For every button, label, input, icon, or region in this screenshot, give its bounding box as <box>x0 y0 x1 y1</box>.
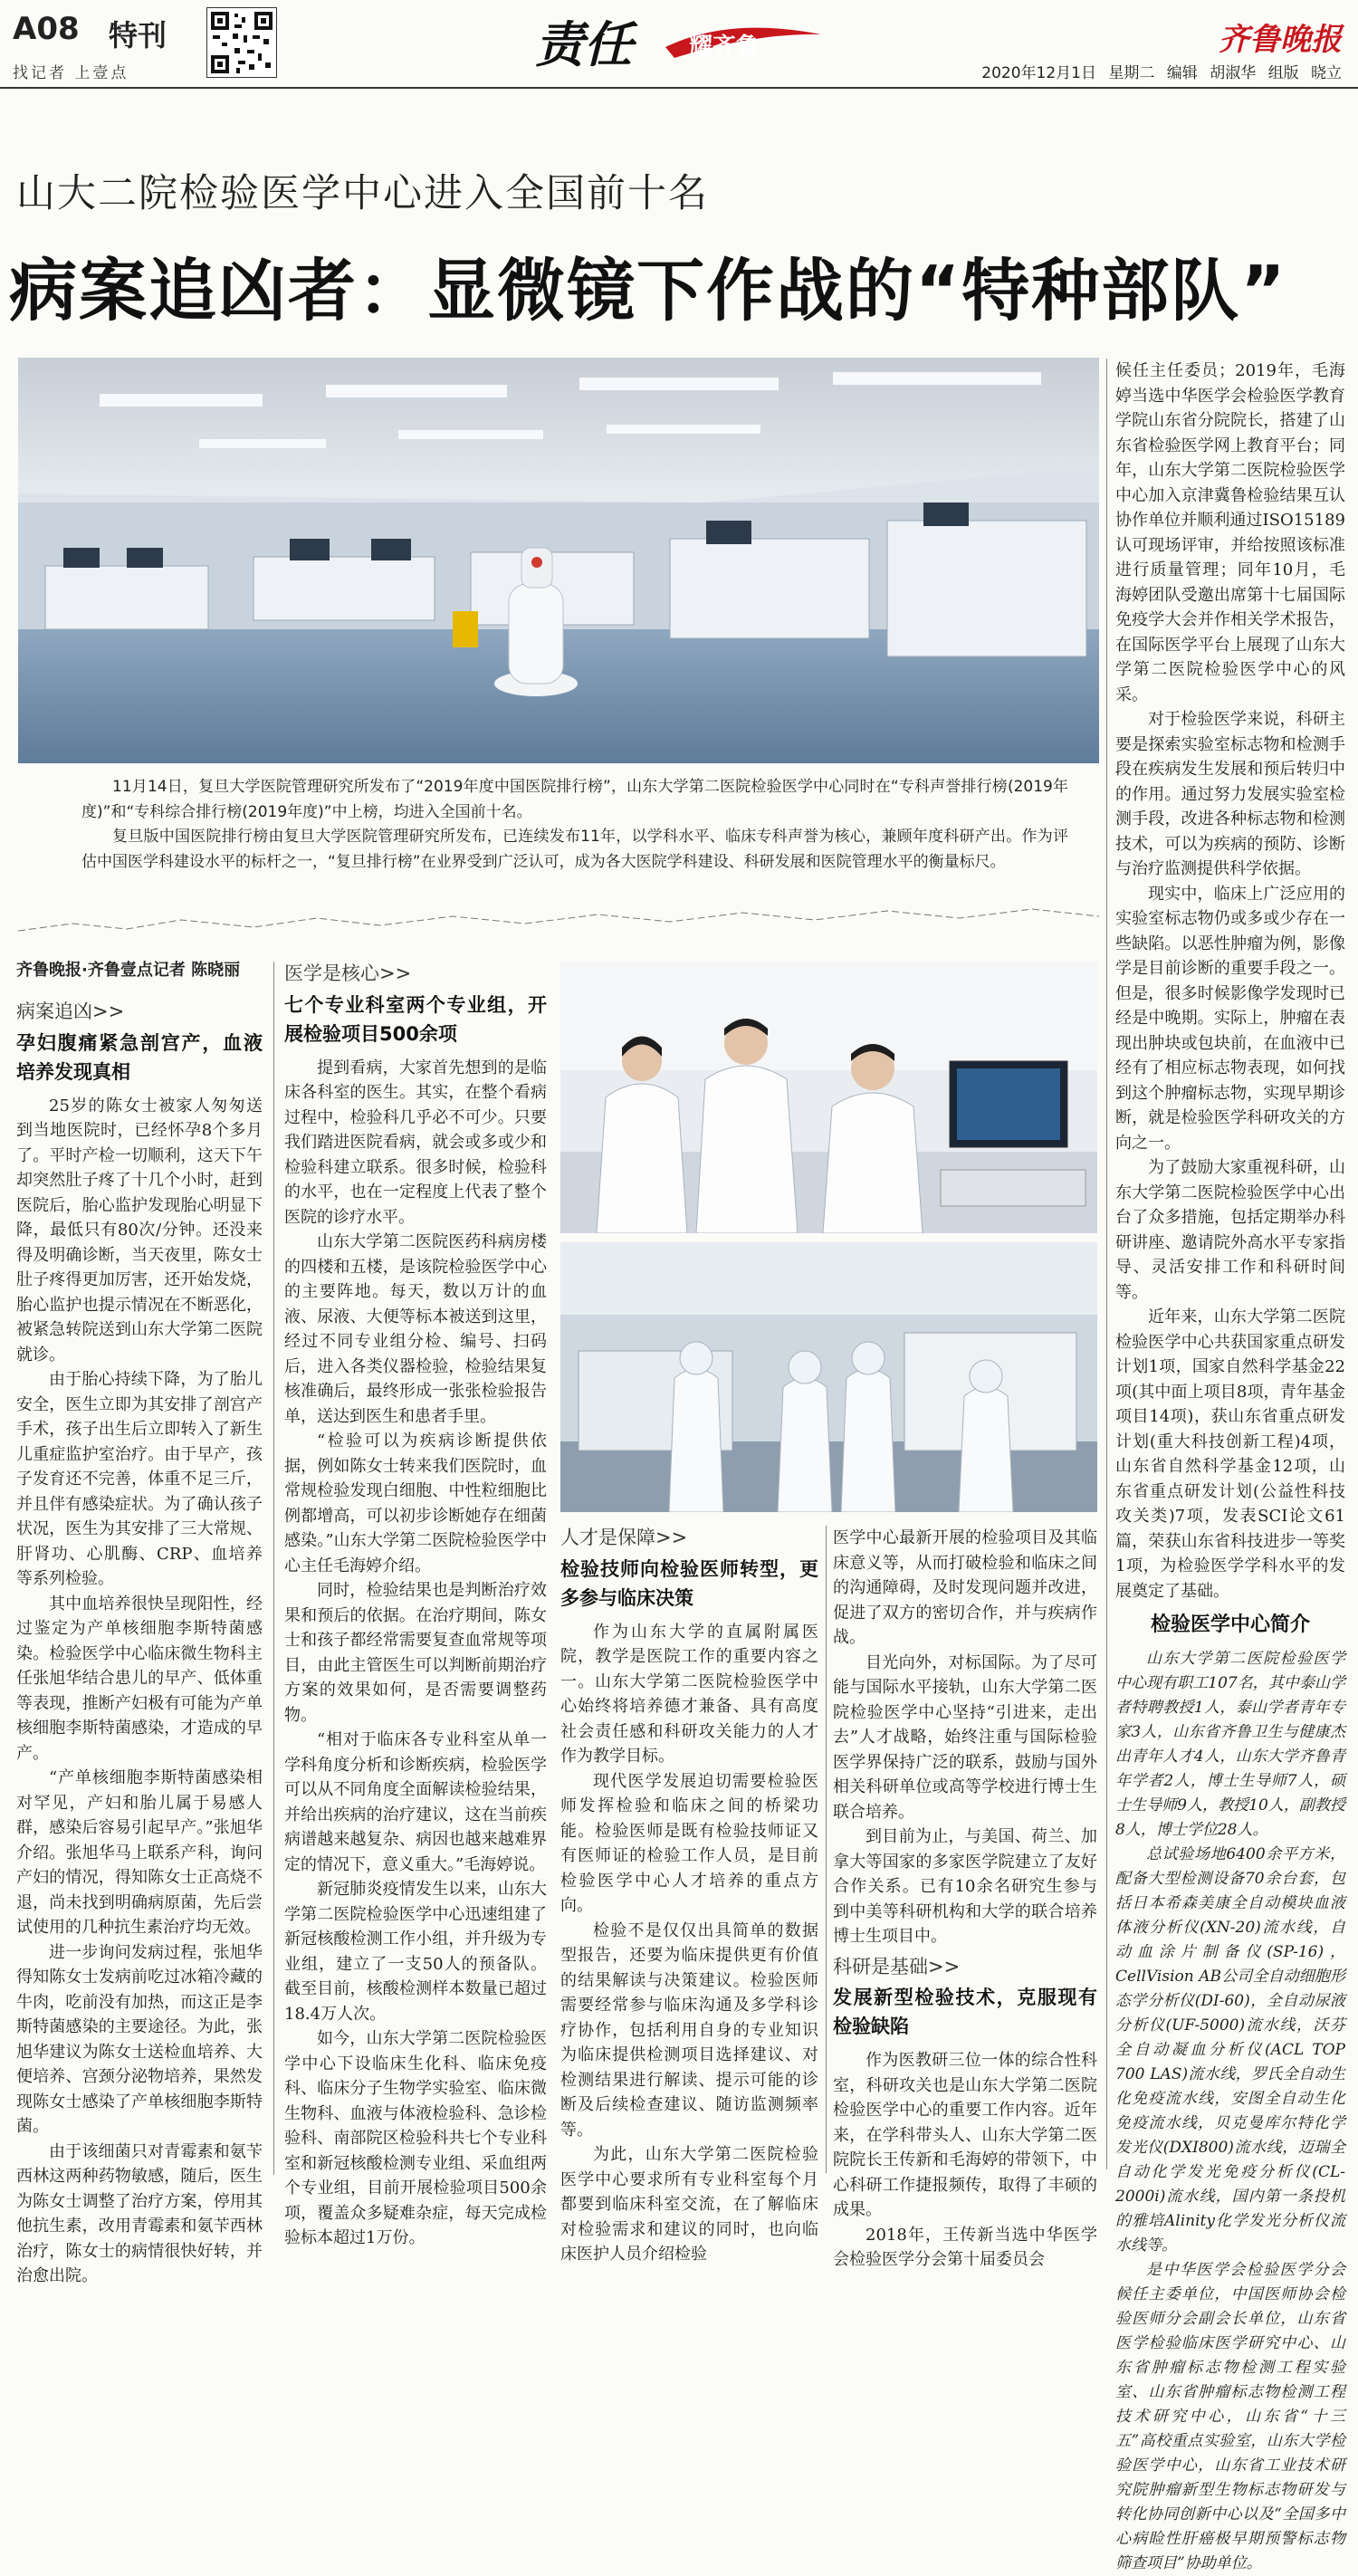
paragraph: “产单核细胞李斯特菌感染相对罕见，产妇和胎儿属于易感人群，感染后容易引起早产。”张旭华介绍。张旭华马上联系产科，询问产妇的情况，得知陈女士正高烧不退，尚未找到明确病原菌，先后尝试使用的几种抗生素治疗均无效。 <box>16 1768 263 1937</box>
column-divider <box>273 962 274 2175</box>
paragraph: 到目前为止，与美国、荷兰、加拿大等国家的多家医学院建立了友好合作关系。已有10余名研究生参与到中美等科研机构和大学的联合培养博士生项目中。 <box>833 1827 1097 1946</box>
page-number: A08 <box>13 11 80 47</box>
section-title: 孕妇腹痛紧急剖宫产，血液培养发现真相 <box>16 1031 263 1083</box>
paragraph: 如今，山东大学第二医院检验医学中心下设临床生化科、临床免疫科、临床分子生物学实验室、临床微生物科、血液与体液检验科、急诊检验科、南部院区检验科共七个专业科室和新冠核酸检测专业组、采血组两个专业组，目前开展检验项目500余项，覆盖众多疑难杂症，每天完成检验标本超过1万份。 <box>284 2029 547 2247</box>
section-label: 科研是基础>> <box>833 1955 961 1977</box>
paragraph: 现实中，临床上广泛应用的实验室标志物仍或多或少存在一些缺陷。以恶性肿瘤为例，影像学是目前诊断的重要手段之一。但是，很多时候影像学发现时已经是中晚期。实际上，肿瘤在表现出肿块或包块前，在血液中已经有了相应标志物表现，如何找到这个肿瘤标志物，实现早期诊断，就是检验医学科研攻关的方向之一。 <box>1115 884 1345 1153</box>
paragraph: 2018年，王传新当选中华医学会检验医学分会第十届委员会 <box>833 2225 1097 2269</box>
logo-subtext: 耀齐鲁 <box>689 34 760 61</box>
paragraph: 现代医学发展迫切需要检验医师发挥检验和临床之间的桥梁功能。检验医师是既有检验技师证又有医师证的检验工作人员，是目前检验医学中心人才培养的重点方向。 <box>560 1771 818 1915</box>
column-1 <box>16 1000 263 2289</box>
paragraph: 25岁的陈女士被家人匆匆送到当地医院时，已经怀孕8个多月了。平时产检一切顺利，这天下午却突然肚子疼了十几个小时，赶到医院后，胎心监护发现胎心明显下降，最低只有80次/分钟。还没来得及明确诊断，当天夜里，陈女士肚子疼得更加厉害，还开始发烧，胎心监护也提示情况在不断恶化，被紧急转院送到山东大学第二医院就诊。 <box>16 1096 263 1365</box>
column-5 <box>1115 359 1345 2576</box>
paragraph: 其中血培养很快呈现阳性，经过鉴定为产单核细胞李斯特菌感染。检验医学中心临床微生物科主任张旭华结合患儿的早产、低体重等表现，推断产妇极有可能为产单核细胞李斯特菌感染，才造成的早产。 <box>16 1594 263 1763</box>
paragraph: 由于该细菌只对青霉素和氨苄西林这两种药物敏感，随后，医生为陈女士调整了治疗方案，停用其他抗生素，改用青霉素和氨苄西林治疗，陈女士的病情很快好转，并治愈出院。 <box>16 2141 263 2285</box>
paragraph: 检验不是仅仅出具简单的数据型报告，还要为临床提供更有价值的结果解读与决策建议。检验医师需要经常参与临床沟通及多学科诊疗协作，包括利用自身的专业知识为临床提供检测项目选择建议、对检测结果进行解读、提示可能的诊断及后续检查建议、随访监测频率等。 <box>560 1920 818 2140</box>
logo-text: 责任 <box>535 15 633 73</box>
column-4 <box>833 1526 1097 2273</box>
lab-suits-photo <box>560 1242 1097 1512</box>
caption-paragraph: 复旦版中国医院排行榜由复旦大学医院管理研究所发布，已连续发布11年，以学科水平、临床专科声誉为核心，兼顾年度科研产出。作为评估中国医学科建设水平的标杆之一，“复旦排行榜”在业界受到广泛认可，成为各大医院学科建设、科研发展和医院管理水平的衡量标尺。 <box>81 828 1068 871</box>
section-label: 病案追凶>> <box>16 1001 125 1022</box>
section-title: 七个专业科室两个专业组，开展检验项目500余项 <box>284 993 547 1045</box>
paragraph: 山东大学第二医院医药科病房楼的四楼和五楼，是该院检验医学中心的主要阵地。每天，数以万计的血液、尿液、大便等标本被送到这里，经过不同专业组分检、编号、扫码后，进入各类仪器检验，检验结果复核准确后，最终形成一张张检验报告单，送达到医生和患者手里。 <box>284 1232 547 1426</box>
paragraph: 对于检验医学来说，科研主要是探索实验室标志物和检测手段在疾病发生发展和预后转归中的作用。通过努力发展实验室检测手段，改进各种标志物和检测技术，可以为疾病的预防、诊断与治疗监测提供科学依据。 <box>1115 710 1345 878</box>
torn-paper-edge <box>18 904 1099 940</box>
page-slogan: 找记者 上壹点 <box>13 64 129 82</box>
paragraph: 近年来，山东大学第二医院检验医学中心共获国家重点研发计划1项，国家自然科学基金22项(其中面上项目8项，青年基金项目14项)，获山东省重点研发计划(重大科技创新工程)4项，山东省自然科学基金12项，山东省重点研发计划(公益性科技攻关类)7项，发表SCI论文61篇，荣获山东省科技进步一等奖1项，为检验医学学科水平的发展奠定了基础。 <box>1115 1307 1345 1601</box>
newspaper-name: 齐鲁晚报 <box>1219 22 1342 58</box>
paragraph: 目光向外，对标国际。为了尽可能与国际水平接轨，山东大学第二医院检验医学中心坚持“引进来，走出去”人才战略，始终注重与国际检验医学界保持广泛的联系，鼓励与国外相关科研单位或高等学校进行博士生联合培养。 <box>833 1652 1097 1822</box>
paragraph: 新冠肺炎疫情发生以来，山东大学第二医院检验医学中心迅速组建了新冠核酸检测工作小组，并升级为专业组，建立了一支50人的预备队。截至目前，核酸检测样本数量已超过18.4万人次。 <box>284 1880 547 2024</box>
intro-text <box>1115 1647 1345 2576</box>
lab-hall-photo <box>18 358 1099 763</box>
paragraph: “相对于临床各专业科室从单一学科角度分析和诊断疾病，检验医学可以从不同角度全面解读检验结果，并给出疾病的治疗建议，这在当前疾病谱越来越复杂、病因也越来越难界定的情况下，意义重大。”毛海婷说。 <box>284 1730 547 1874</box>
qr-code-icon[interactable] <box>206 7 277 78</box>
paragraph: 为了鼓励大家重视科研，山东大学第二医院检验医学中心出台了众多措施，包括定期举办科研讲座、邀请院外高水平专家指导、灵活安排工作和科研时间等。 <box>1115 1158 1345 1302</box>
paragraph: 由于胎心持续下降，为了胎儿安全，医生立即为其安排了剖宫产手术，孩子出生后立即转入了新生儿重症监护室治疗。由于早产，孩子发育还不完善，体重不足三斤，并且伴有感染症状。为了确认孩子状况，医生为其安排了三大常规、肝肾功、心肌酶、CRP、血培养等系列检验。 <box>16 1370 263 1588</box>
paragraph: “检验可以为疾病诊断提供依据，例如陈女士转来我们医院时，血常规检验发现白细胞、中性粒细胞比例都增高，可以初步诊断她存在细菌感染。”山东大学第二医院检验医学中心主任毛海婷介绍。 <box>284 1432 547 1575</box>
header-rule <box>0 87 1358 89</box>
section-title: 检验技师向检验医师转型，更多参与临床决策 <box>560 1557 818 1609</box>
paragraph: 作为山东大学的直属附属医院，教学是医院工作的重要内容之一。山东大学第二医院检验医学中心始终将培养德才兼备、具有高度社会责任感和科研攻关能力的人才作为教学目标。 <box>560 1622 818 1766</box>
responsibility-logo-icon <box>530 7 828 78</box>
doctors-photo <box>560 962 1097 1233</box>
paragraph: 是中华医学会检验医学分会候任主委单位，中国医师协会检验医师分会副会长单位，山东省医学检验临床医学研究中心、山东省肿瘤标志物检测工程实验室、山东省肿瘤标志物检测工程技术研究中心，山东省“十三五”高校重点实验室，山东大学检验医学中心，山东省工业技术研究院肿瘤新型生物标志物研发与转化协同创新中心以及“全国多中心病睑性肝癌极早期预警标志物筛查项目”协助单位。 <box>1115 2260 1345 2572</box>
column-3 <box>560 1526 818 2267</box>
column-divider <box>1106 359 1107 2169</box>
photo-caption <box>81 775 1068 875</box>
section-label: 医学是核心>> <box>284 962 412 984</box>
caption-paragraph: 11月14日，复旦大学医院管理研究所发布了“2019年度中国医院排行榜”，山东大学第二医院检验医学中心同时在“专科声誉排行榜(2019年度)”和“专科综合排行榜(2019年度)”中上榜，均进入全国前十名。 <box>81 778 1068 821</box>
paragraph: 进一步询问发病过程，张旭华得知陈女士发病前吃过冰箱冷藏的牛肉，吃前没有加热，而这正是李斯特菌感染的主要途径。为此，张旭华建议为陈女士送检血培养、大便培养、宫颈分泌物培养，果然发现陈女士感染了产单核细胞李斯特菌。 <box>16 1942 263 2136</box>
reporter-byline: 齐鲁晚报·齐鲁壹点记者 陈晓丽 <box>16 961 241 980</box>
article-headline: 病案追凶者：显微镜下作战的“特种部队” <box>9 251 1287 330</box>
intro-title: 检验医学中心简介 <box>1150 1614 1310 1636</box>
paragraph: 候任主任委员；2019年，毛海婷当选中华医学会检验医学教育学院山东省分院院长，搭建了山东省检验医学网上教育平台；同年，山东大学第二医院检验医学中心加入京津冀鲁检验结果互认协作单位并顺利通过ISO15189认可现场评审，并给按照该标准进行质量管理；同年10月，毛海婷团队受邀出席第十七届国际免疫学大会并作相关学术报告，在国际医学平台上展现了山东大学第二医院检验医学中心的风采。 <box>1115 361 1345 704</box>
section-name: 特刊 <box>109 18 167 53</box>
column-2 <box>284 962 547 2251</box>
paragraph: 山东大学第二医院检验医学中心现有职工107名，其中泰山学者特聘教授1人，泰山学者青年专家3人，山东省齐鲁卫生与健康杰出青年人才4人，山东大学齐鲁青年学者2人，博士生导师7人，硕士生导师9人，教授10人，副教授8人，博士学位28人。 <box>1115 1649 1345 1839</box>
article-kicker: 山大二院检验医学中心进入全国前十名 <box>16 171 709 216</box>
paragraph: 同时，检验结果也是判断治疗效果和预后的依据。在治疗期间，陈女士和孩子都经常需要复查血常规等项目，由此主管医生可以判断前期治疗方案的效果如何，是否需要调整药物。 <box>284 1581 547 1725</box>
column-divider <box>826 1526 827 2173</box>
paragraph: 提到看病，大家首先想到的是临床各科室的医生。其实，在整个看病过程中，检验科几乎必不可少。只要我们踏进医院看病，就会或多或少和检验科建立联系。很多时候，检验科的水平，也在一定程度上代表了整个医院的诊疗水平。 <box>284 1058 547 1227</box>
paragraph: 作为医教研三位一体的综合性科室，科研攻关也是山东大学第二医院检验医学中心的重要工作内容。近年来，在学科带头人、山东大学第二医院院长王传新和毛海婷的带领下，中心科研工作捷报频传，取得了丰硕的成果。 <box>833 2051 1097 2219</box>
paragraph: 为此，山东大学第二医院检验医学中心要求所有专业科室每个月都要到临床科室交流，在了解临床对检验需求和建议的同时，也向临床医护人员介绍检验 <box>560 2145 818 2264</box>
section-label: 人才是保障>> <box>560 1527 688 1548</box>
dateline: 2020年12月1日 星期二 编辑 胡淑华 组版 晓立 <box>981 64 1342 82</box>
section-title: 发展新型检验技术，克服现有检验缺陷 <box>833 1987 1097 2037</box>
paragraph: 医学中心最新开展的检验项目及其临床意义等，从而打破检验和临床之间的沟通障碍，及时发现问题并改进，促进了双方的密切合作，并与疾病作战。 <box>833 1528 1097 1647</box>
paragraph: 总试验场地6400余平方米，配备大型检测设备70余台套，包括日本希森美康全自动模块血液体液分析仪(XN-20)流水线，自动血涂片制备仪(SP-16)，CellVision AB公司全自动细胞形态学分析仪(DI-60)，全自动尿液分析仪(UF-5000)流水线，沃芬全自动凝血分析仪(ACL TOP 700 LAS)流水线，罗氏全自动生化免疫流水线，安图全自动生化免疫流水线，贝克曼库尔特化学发光仪(DXI800)流水线，迈瑞全自动化学发光免疫分析仪(CL-2000i)流水线，国内第一条投机的雅培Alinity化学发光分析仪流水线等。 <box>1115 1844 1345 2255</box>
